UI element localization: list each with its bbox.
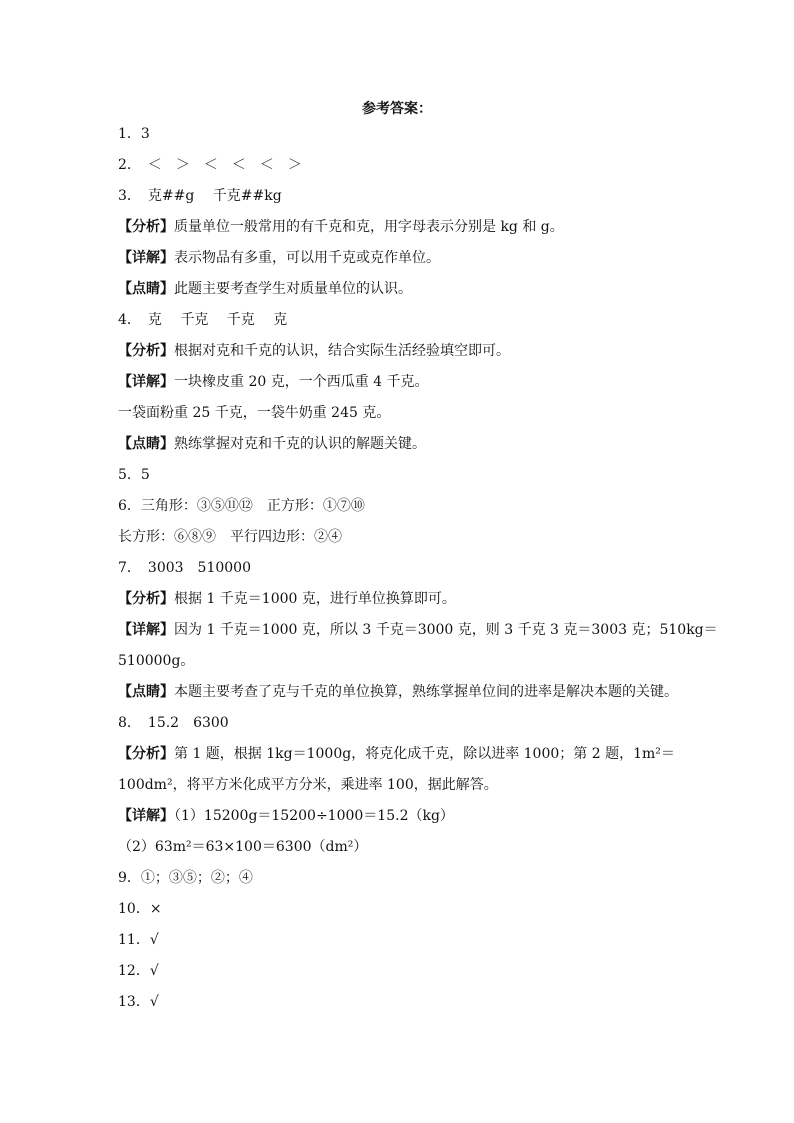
analysis-line: 100dm²，将平方米化成平方分米，乘进率 100，据此解答。 [118,777,498,793]
answer-line: 1．3 [118,126,150,142]
analysis-line: 【分析】质量单位一般常用的有千克和克，用字母表示分别是 kg 和 g。 [118,219,564,235]
answer-line: 4． 克 千克 千克 克 [118,312,288,328]
comment-line: 【点睛】熟练掌握对克和千克的认识的解题关键。 [118,436,426,452]
section-tag: 【点睛】 [118,436,174,452]
answer-line: 10．× [118,901,162,917]
answer-line: 7． 3003 510000 [118,560,251,576]
detail-line: （2）63m²＝63×100＝6300（dm²） [118,839,368,855]
answer-line: 8． 15.2 6300 [118,715,229,731]
analysis-line: 【分析】根据 1 千克＝1000 克，进行单位换算即可。 [118,591,456,607]
detail-line: 【详解】一块橡皮重 20 克，一个西瓜重 4 千克。 [118,374,429,390]
answer-line: 长方形：⑥⑧⑨ 平行四边形：②④ [118,529,342,545]
section-tag: 【分析】 [118,746,174,762]
analysis-line: 【分析】根据对克和千克的认识，结合实际生活经验填空即可。 [118,343,510,359]
answer-line: 5．5 [118,467,150,483]
detail-line: 510000g。 [118,653,195,669]
section-tag: 【详解】 [118,622,174,638]
comment-line: 【点睛】此题主要考查学生对质量单位的认识。 [118,281,412,297]
section-tag: 【分析】 [118,591,174,607]
answer-line: 11．√ [118,932,159,948]
answer-line: 13．√ [118,994,159,1010]
answer-line: 6．三角形：③⑤⑪⑫ 正方形：①⑦⑩ [118,498,365,514]
section-tag: 【详解】 [118,374,174,390]
analysis-line: 【分析】第 1 题，根据 1kg＝1000g，将克化成千克，除以进率 1000；第 2 题，1m²＝ [118,746,675,762]
detail-line: 【详解】因为 1 千克＝1000 克，所以 3 千克＝3000 克，则 3 千克 3 克＝3003 克；510kg＝ [118,622,718,638]
detail-line: 【详解】表示物品有多重，可以用千克或克作单位。 [118,250,440,266]
section-tag: 【点睛】 [118,281,174,297]
comment-line: 【点睛】本题主要考查了克与千克的单位换算，熟练掌握单位间的进率是解决本题的关键。 [118,684,678,700]
section-tag: 【分析】 [118,219,174,235]
answer-line: 2． ＜ ＞ ＜ ＜ ＜ ＞ [118,157,302,173]
page-title: 参考答案： [362,101,432,117]
section-tag: 【分析】 [118,343,174,359]
detail-line: 【详解】（1）15200g＝15200÷1000＝15.2（kg） [118,808,454,824]
answer-line: 12．√ [118,963,159,979]
answer-line: 9．①；③⑤；②；④ [118,870,253,886]
detail-line: 一袋面粉重 25 千克，一袋牛奶重 245 克。 [118,405,391,421]
section-tag: 【点睛】 [118,684,174,700]
section-tag: 【详解】 [118,250,174,266]
section-tag: 【详解】 [118,808,174,824]
answer-line: 3． 克##g 千克##kg [118,188,282,204]
answer-list [118,124,718,1023]
